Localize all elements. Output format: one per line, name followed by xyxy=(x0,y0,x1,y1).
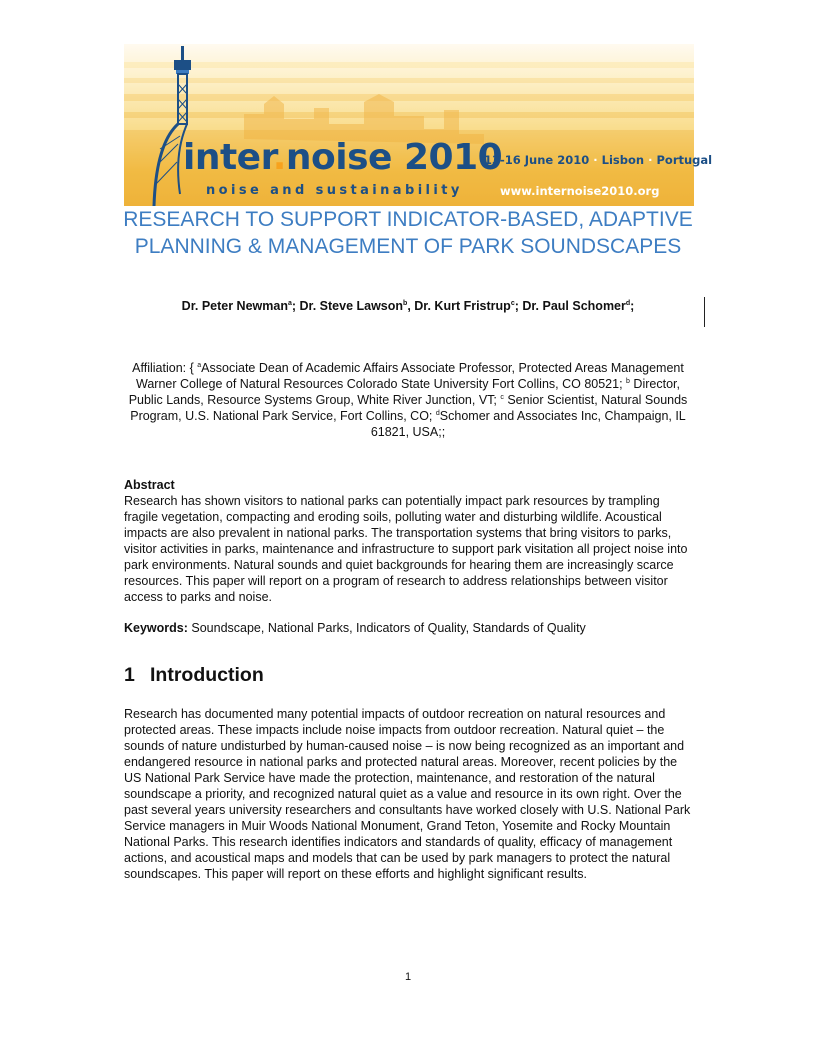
affiliation-superscript: c xyxy=(500,393,504,401)
affiliation-superscript: a xyxy=(197,361,202,369)
author-name: Dr. Peter Newman xyxy=(181,299,288,313)
keywords-label: Keywords: xyxy=(124,621,188,635)
affiliation-b: Director, Public Lands, Resource Systems Group, White River Junction, VT; xyxy=(128,377,680,407)
affiliation-block xyxy=(122,360,694,440)
conference-website: www.internoise2010.org xyxy=(500,184,660,198)
paper-title: RESEARCH TO SUPPORT INDICATOR-BASED, ADAPTIVE PLANNING & MANAGEMENT OF PARK SOUNDSCAPES xyxy=(123,208,693,258)
keywords-text: Soundscape, National Parks, Indicators of Quality, Standards of Quality xyxy=(187,621,586,635)
section-number: 1 xyxy=(124,664,135,686)
affiliation-c: Senior Scientist, Natural Sounds Program, U.S. National Park Service, Fort Collins, CO; xyxy=(130,393,688,423)
section-heading xyxy=(124,663,264,687)
author-name: Dr. Steve Lawson xyxy=(299,299,404,313)
logo-text-noise: noise 2010 xyxy=(285,137,503,178)
author-separator: ; xyxy=(514,299,523,313)
author-superscript: a xyxy=(287,299,292,307)
affiliation-a: Associate Dean of Academic Affairs Associate Professor, Protected Areas Management Warner College of Natural Resources Colorado State University Fort Collins, CO 80521; xyxy=(136,361,684,391)
author-list xyxy=(110,298,706,314)
author-superscript: b xyxy=(403,299,408,307)
logo-dot: . xyxy=(272,137,286,178)
country-text: Portugal xyxy=(656,153,713,167)
abstract-text: Research has shown visitors to national parks can potentially impact park resources by trampling fragile vegetation, compacting and eroding soils, polluting water and disturbing wildlife. Acoustical impacts are also prevalent in national parks. The transportation systems that bring visitors to parks, visitor activities in parks, maintenance and infrastructure to support park visitation all project noise into park environments. Natural sounds and quiet backgrounds for hearing them are increasingly scarce resources. This paper will report on a program of research to address relationships between visitor access to parks and noise. xyxy=(124,494,688,604)
city-text: Lisbon xyxy=(601,153,645,167)
author-separator: , xyxy=(407,299,415,313)
introduction-text: Research has documented many potential impacts of outdoor recreation on natural resources and protected areas. These impacts include noise impacts from outdoor recreation. Natural quiet – the sounds of nature undisturbed by human-caused noise – is now being recognized as an important and endangered resource in national parks and protected natural areas. Moreover, recent policies by the US National Park Service have made the protection, maintenance, and restoration of the natural soundscape a priority, and recognized natural quiet as a value and resource in its own right. Over the past several years university researchers and consultants have worked closely with U.S. National Park Service managers in Muir Woods National Monument, Grand Teton, Yosemite and Rocky Mountain National Parks. This research identifies indicators and standards of quality, efficacy of management actions, and acoustical maps and models that can be used by park managers to protect the natural soundscapes. This paper will report on these efforts and highlight significant results. xyxy=(124,707,691,881)
author-superscript: c xyxy=(510,299,515,307)
change-bar xyxy=(704,297,705,327)
author-superscript: d xyxy=(625,299,631,307)
section-title: Introduction xyxy=(150,664,264,686)
conference-logo xyxy=(183,137,502,178)
city-separator: · xyxy=(648,153,653,167)
dates-text: 13-16 June 2010 xyxy=(484,153,590,167)
logo-text-inter: inter xyxy=(183,137,273,178)
affiliation-superscript: d xyxy=(435,409,440,417)
lisbon-tower-icon xyxy=(144,44,214,206)
dates-separator: · xyxy=(593,153,598,167)
author-name: Dr. Paul Schomer xyxy=(522,299,626,313)
conference-banner xyxy=(124,44,713,206)
keywords-line xyxy=(124,620,696,636)
abstract-heading: Abstract xyxy=(124,478,175,492)
page-number: 1 xyxy=(404,971,412,983)
conference-tagline: noise and sustainability xyxy=(206,183,463,198)
affiliation-prefix: Affiliation: { xyxy=(132,361,194,375)
affiliation-d: Schomer and Associates Inc, Champaign, IL 61821, USA;; xyxy=(370,409,686,439)
author-separator: ; xyxy=(630,299,635,313)
conference-dates xyxy=(484,153,712,167)
affiliation-superscript: b xyxy=(626,377,630,385)
author-separator: ; xyxy=(291,299,300,313)
author-name: Dr. Kurt Fristrup xyxy=(414,299,511,313)
